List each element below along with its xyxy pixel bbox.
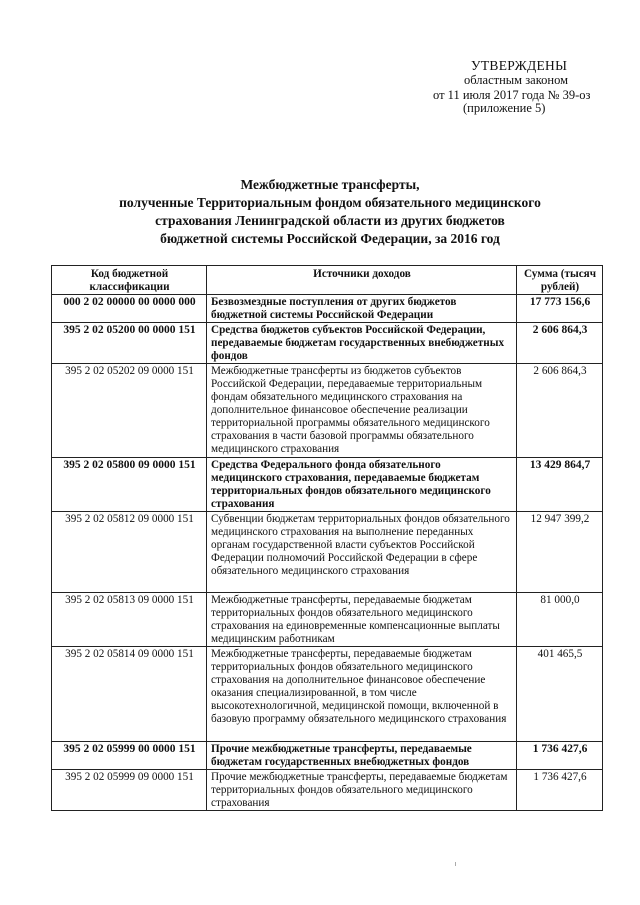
row-sum: 12 947 399,2 <box>517 512 603 593</box>
table-row <box>52 295 603 323</box>
row-code: 395 2 02 05813 09 0000 151 <box>52 593 207 647</box>
approval-heading: УТВЕРЖДЕНЫ <box>471 58 568 73</box>
header-code: Код бюджетной классификации <box>52 266 207 295</box>
row-sum: 1 736 427,6 <box>517 742 603 770</box>
row-source: Прочие межбюджетные трансферты, передаваемые бюджетам государственных внебюджетных фондов <box>207 742 517 770</box>
row-source: Субвенции бюджетам территориальных фондов обязательного медицинского страхования на выполнение переданных органам государственной власти субъектов Российской Федерации полномочий Российской Федерации в сфере обязательного медицинского страхования <box>207 512 517 593</box>
title-line: полученные Территориальным фондом обязательного медицинского <box>119 195 541 210</box>
row-source: Средства бюджетов субъектов Российской Федерации, передаваемые бюджетам государственных внебюджетных фондов <box>207 323 517 364</box>
row-source: Безвозмездные поступления от других бюджетов бюджетной системы Российской Федерации <box>207 295 517 323</box>
title-line: бюджетной системы Российской Федерации, за 2016 год <box>160 231 500 246</box>
table-row <box>52 323 603 364</box>
transfers-table <box>51 265 603 811</box>
approval-by: областным законом <box>464 73 569 87</box>
row-code: 395 2 02 05202 09 0000 151 <box>52 364 207 458</box>
row-code: 000 2 02 00000 00 0000 000 <box>52 295 207 323</box>
row-sum: 2 606 864,3 <box>517 364 603 458</box>
row-code: 395 2 02 05999 00 0000 151 <box>52 742 207 770</box>
scan-mark <box>455 862 456 866</box>
row-code: 395 2 02 05814 09 0000 151 <box>52 647 207 742</box>
row-sum: 401 465,5 <box>517 647 603 742</box>
row-sum: 17 773 156,6 <box>517 295 603 323</box>
row-sum: 1 736 427,6 <box>517 770 603 811</box>
table-header-row <box>52 266 603 295</box>
table-row <box>52 742 603 770</box>
row-sum: 81 000,0 <box>517 593 603 647</box>
title-line: страхования Ленинградской области из других бюджетов <box>155 213 505 228</box>
approval-appendix: (приложение 5) <box>463 101 546 115</box>
document-title <box>60 176 600 248</box>
row-sum: 2 606 864,3 <box>517 323 603 364</box>
header-sum: Сумма (тысяч рублей) <box>517 266 603 295</box>
row-source: Межбюджетные трансферты из бюджетов субъектов Российской Федерации, передаваемые территориальным фондам обязательного медицинского страхования на дополнительное финансовое обеспечение реализации территориальной программы обязательного медицинского страхования в части базовой программы обязательного медицинского страхования <box>207 364 517 458</box>
title-line: Межбюджетные трансферты, <box>240 177 420 192</box>
table-row <box>52 364 603 458</box>
table-row <box>52 770 603 811</box>
row-code: 395 2 02 05800 09 0000 151 <box>52 458 207 512</box>
row-code: 395 2 02 05999 09 0000 151 <box>52 770 207 811</box>
table-row <box>52 512 603 593</box>
row-source: Средства Федерального фонда обязательного медицинского страхования, передаваемые бюджетам территориальных фондов обязательного медицинского страхования <box>207 458 517 512</box>
row-sum: 13 429 864,7 <box>517 458 603 512</box>
row-source: Межбюджетные трансферты, передаваемые бюджетам территориальных фондов обязательного медицинского страхования на дополнительное финансовое обеспечение оказания специализированной, в том числе высокотехнологичной, медицинской помощи, включенной в базовую программу обязательного медицинского страхования <box>207 647 517 742</box>
approval-date: от 11 июля 2017 года № 39-оз <box>433 88 591 102</box>
row-code: 395 2 02 05200 00 0000 151 <box>52 323 207 364</box>
approval-stamp <box>420 58 630 114</box>
header-source: Источники доходов <box>207 266 517 295</box>
row-code: 395 2 02 05812 09 0000 151 <box>52 512 207 593</box>
table-row <box>52 647 603 742</box>
row-source: Межбюджетные трансферты, передаваемые бюджетам территориальных фондов обязательного медицинского страхования на единовременные компенсационные выплаты медицинским работникам <box>207 593 517 647</box>
table-row <box>52 458 603 512</box>
table-row <box>52 593 603 647</box>
row-source: Прочие межбюджетные трансферты, передаваемые бюджетам территориальных фондов обязательного медицинского страхования <box>207 770 517 811</box>
